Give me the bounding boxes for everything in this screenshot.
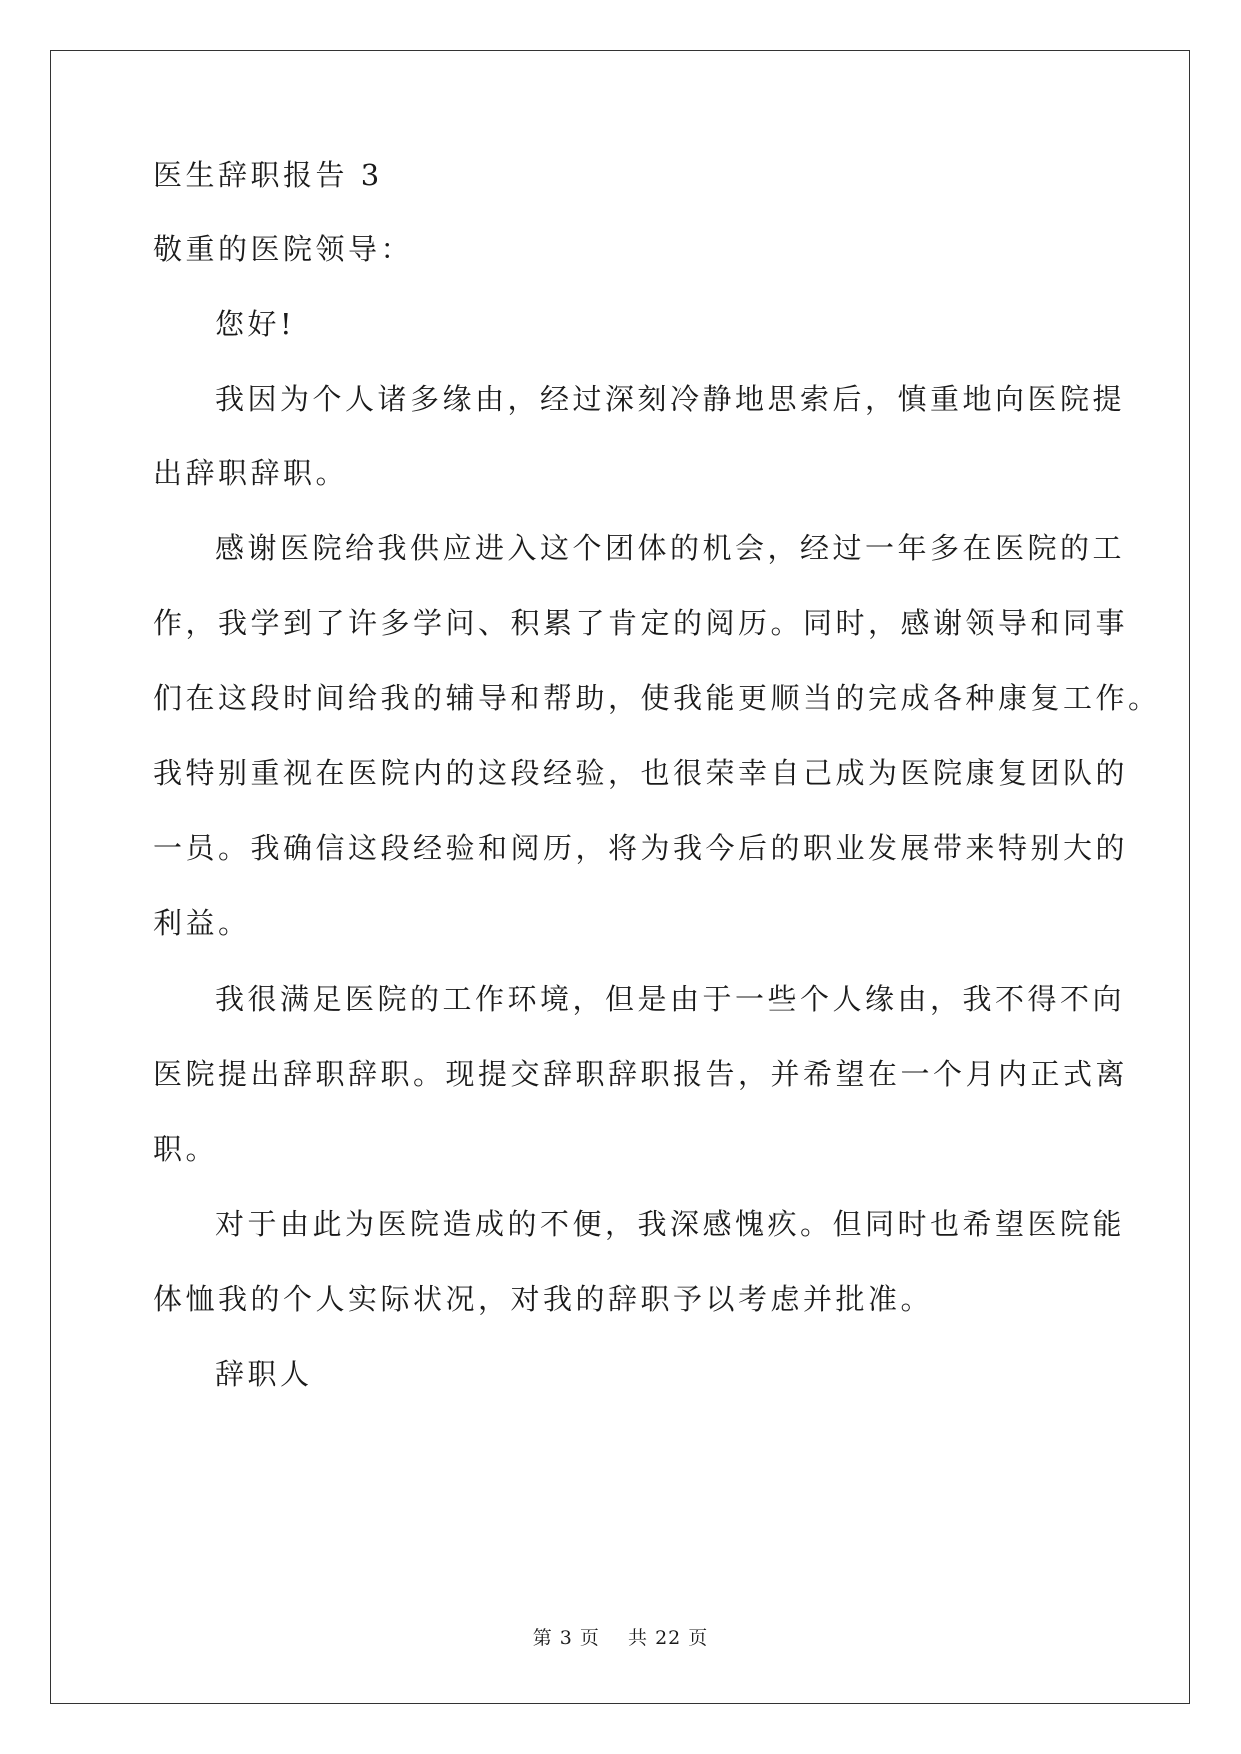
paragraph-line: 我很满足医院的工作环境，但是由于一些个人缘由，我不得不向 — [215, 982, 1126, 1016]
paragraph-line: 作，我学到了许多学问、积累了肯定的阅历。同时，感谢领导和同事 — [153, 606, 1129, 640]
paragraph-line: 们在这段时间给我的辅导和帮助，使我能更顺当的完成各种康复工作。 — [153, 681, 1161, 715]
paragraph-line: 我因为个人诸多缘由，经过深刻冷静地思索后，慎重地向医院提 — [215, 382, 1126, 416]
signature: 辞职人 — [215, 1357, 313, 1391]
page-number: 第 3 页 共 22 页 — [532, 1627, 709, 1649]
paragraph-line: 体恤我的个人实际状况，对我的辞职予以考虑并批准。 — [153, 1282, 934, 1316]
page-frame — [50, 50, 1190, 1704]
paragraph-line: 一员。我确信这段经验和阅历，将为我今后的职业发展带来特别大的 — [153, 831, 1129, 865]
paragraph-line: 利益。 — [153, 906, 251, 940]
salutation: 敬重的医院领导： — [153, 232, 414, 266]
document-title: 医生辞职报告 3 — [153, 158, 383, 192]
paragraph-line: 我特别重视在医院内的这段经验，也很荣幸自己成为医院康复团队的 — [153, 756, 1129, 790]
paragraph-line: 医院提出辞职辞职。现提交辞职辞职报告，并希望在一个月内正式离 — [153, 1057, 1129, 1091]
paragraph-line: 职。 — [153, 1132, 219, 1166]
paragraph-line: 对于由此为医院造成的不便，我深感愧疚。但同时也希望医院能 — [215, 1207, 1126, 1241]
greeting: 您好! — [215, 307, 296, 341]
paragraph-line: 感谢医院给我供应进入这个团体的机会，经过一年多在医院的工 — [215, 531, 1126, 565]
paragraph-line: 出辞职辞职。 — [153, 456, 349, 490]
